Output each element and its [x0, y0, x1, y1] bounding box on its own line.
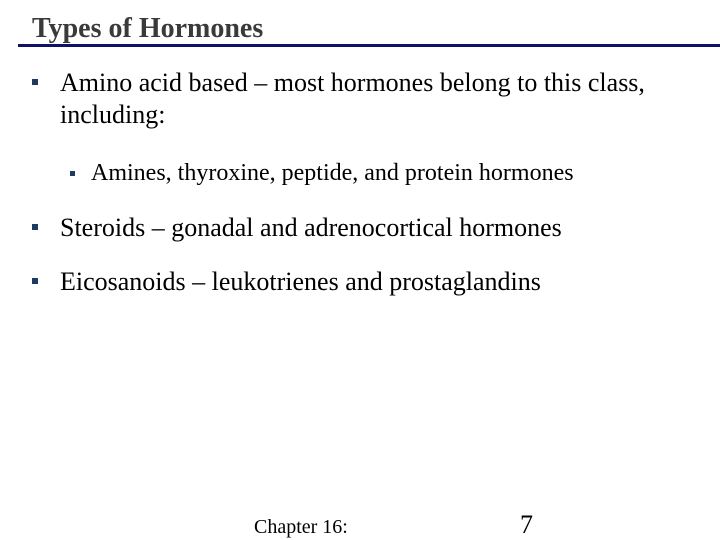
square-bullet-icon: [32, 278, 38, 284]
square-bullet-icon: [32, 224, 38, 230]
bullet-item-eicosanoids: [32, 266, 692, 298]
square-bullet-icon: [70, 171, 75, 176]
footer-chapter: Chapter 16:: [254, 516, 348, 538]
sub-bullet-text: Amines, thyroxine, peptide, and protein hormones: [91, 160, 574, 186]
sub-bullet-item-amines: [70, 159, 690, 189]
page-number: 7: [520, 510, 533, 539]
slide-title: Types of Hormones: [32, 13, 264, 44]
title-underline: [18, 44, 720, 47]
bullet-item-steroids: [32, 212, 692, 244]
bullet-item-amino-acid: [32, 67, 672, 131]
bullet-text: Eicosanoids – leukotrienes and prostaglandins: [60, 267, 541, 296]
bullet-text: Steroids – gonadal and adrenocortical hormones: [60, 213, 562, 242]
bullet-text: Amino acid based – most hormones belong to this class, including:: [60, 68, 645, 129]
square-bullet-icon: [32, 79, 38, 85]
